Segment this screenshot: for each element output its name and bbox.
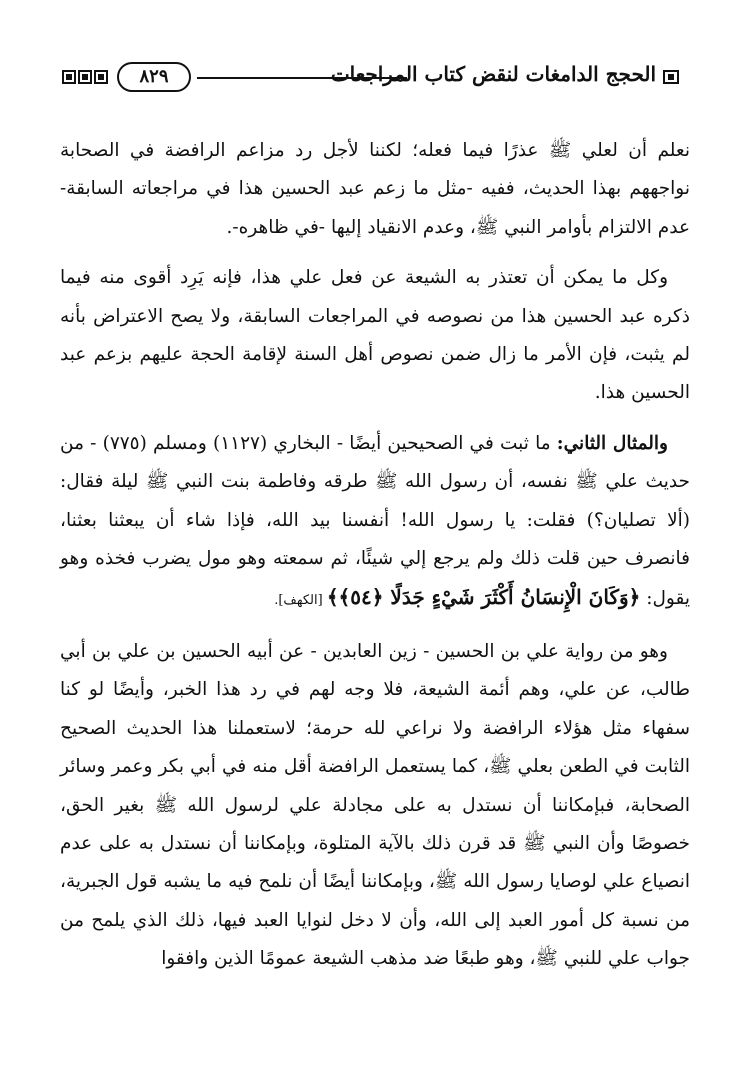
quran-verse: ﴿وَكَانَ الْإِنسَانُ أَكْثَرَ شَيْءٍ جَدَلًا ﴿٥٤﴾﴾ <box>326 585 641 610</box>
verse-reference: [الكهف]. <box>274 593 327 609</box>
paragraph-text: ما ثبت في الصحيحين أيضًا - البخاري (١١٢٧) ومسلم (٧٧٥) - من حديث علي ﷺ نفسه، أن رسول الله ﷺ طرقه وفاطمة بنت النبي ﷺ ليلة فقال: (ألا تصليان؟) فقلت: يا رسول الله! أنفسنا بيد الله، فإذا شاء أن يبعثنا بعثنا، فانصرف حين قلت ذلك ولم يرجع إلي شيئًا، ثم سمعته وهو مول يضرب فخذه وهو يقول: <box>60 432 690 610</box>
paragraph <box>60 132 690 247</box>
running-title: الحجج الدامغات لنقض كتاب المراجعات <box>330 62 656 86</box>
paragraph-text: وكل ما يمكن أن تعتذر به الشيعة عن فعل علي هذا، فإنه يَرِد أقوى منه فيما ذكره عبد الحسين هذا من نصوصه في المراجعات السابقة، ولا يصح الاعتراض بأنه لم يثبت، فإن الأمر ما زال ضمن نصوص أهل السنة لإقامة الحجة عليهم بزعم عبد الحسين هذا. <box>60 267 690 404</box>
paragraph-text: وهو من رواية علي بن الحسين - زين العابدين - عن أبيه الحسين بن علي بن أبي طالب، عن علي، وهم أئمة الشيعة، فلا وجه لهم في رد هذا الخبر، وأيضًا لو كنا سفهاء مثل هؤلاء الرافضة ولا نراعي لله حرمة؛ لاستعملنا هذا الحديث الصحيح الثابت في الطعن بعلي ﷺ، كما يستعمل الرافضة أقل منه في أبي بكر وعمر وسائر الصحابة، فبإمكاننا أن نستدل به على مجادلة علي لرسول الله ﷺ بغير الحق، خصوصًا وأن النبي ﷺ قد قرن ذلك بالآية المتلوة، وبإمكاننا أن نستدل به على عدم انصياع علي لوصايا رسول الله ﷺ، وبإمكاننا أيضًا أن نلمح فيه ما يشبه قول الجبرية، من نسبة كل أمور العبد إلى الله، وأن لا دخل لنوايا العبد فيها، ذلك الذي يلمح من جواب علي للنبي ﷺ، وهو طبعًا ضد مذهب الشيعة عمومًا الذين وافقوا <box>60 640 690 970</box>
paragraph <box>60 425 690 621</box>
page-header <box>62 60 682 94</box>
paragraph-text: نعلم أن لعلي ﷺ عذرًا فيما فعله؛ لكننا لأجل رد مزاعم الرافضة في الصحابة نواجههم بهذا الحديث، ففيه -مثل ما زعم عبد الحسين هذا في مراجعاته السابقة- عدم الالتزام بأوامر النبي ﷺ، وعدم الانقياد إليها -في ظاهره-. <box>60 140 690 238</box>
paragraph-lead: والمثال الثاني: <box>556 432 668 454</box>
paragraph <box>60 633 690 979</box>
page-number: ٨٢٩ <box>117 62 191 92</box>
body-text <box>60 132 690 991</box>
ornament-icon <box>662 69 682 85</box>
ornament-icon <box>62 69 110 85</box>
paragraph <box>60 259 690 413</box>
